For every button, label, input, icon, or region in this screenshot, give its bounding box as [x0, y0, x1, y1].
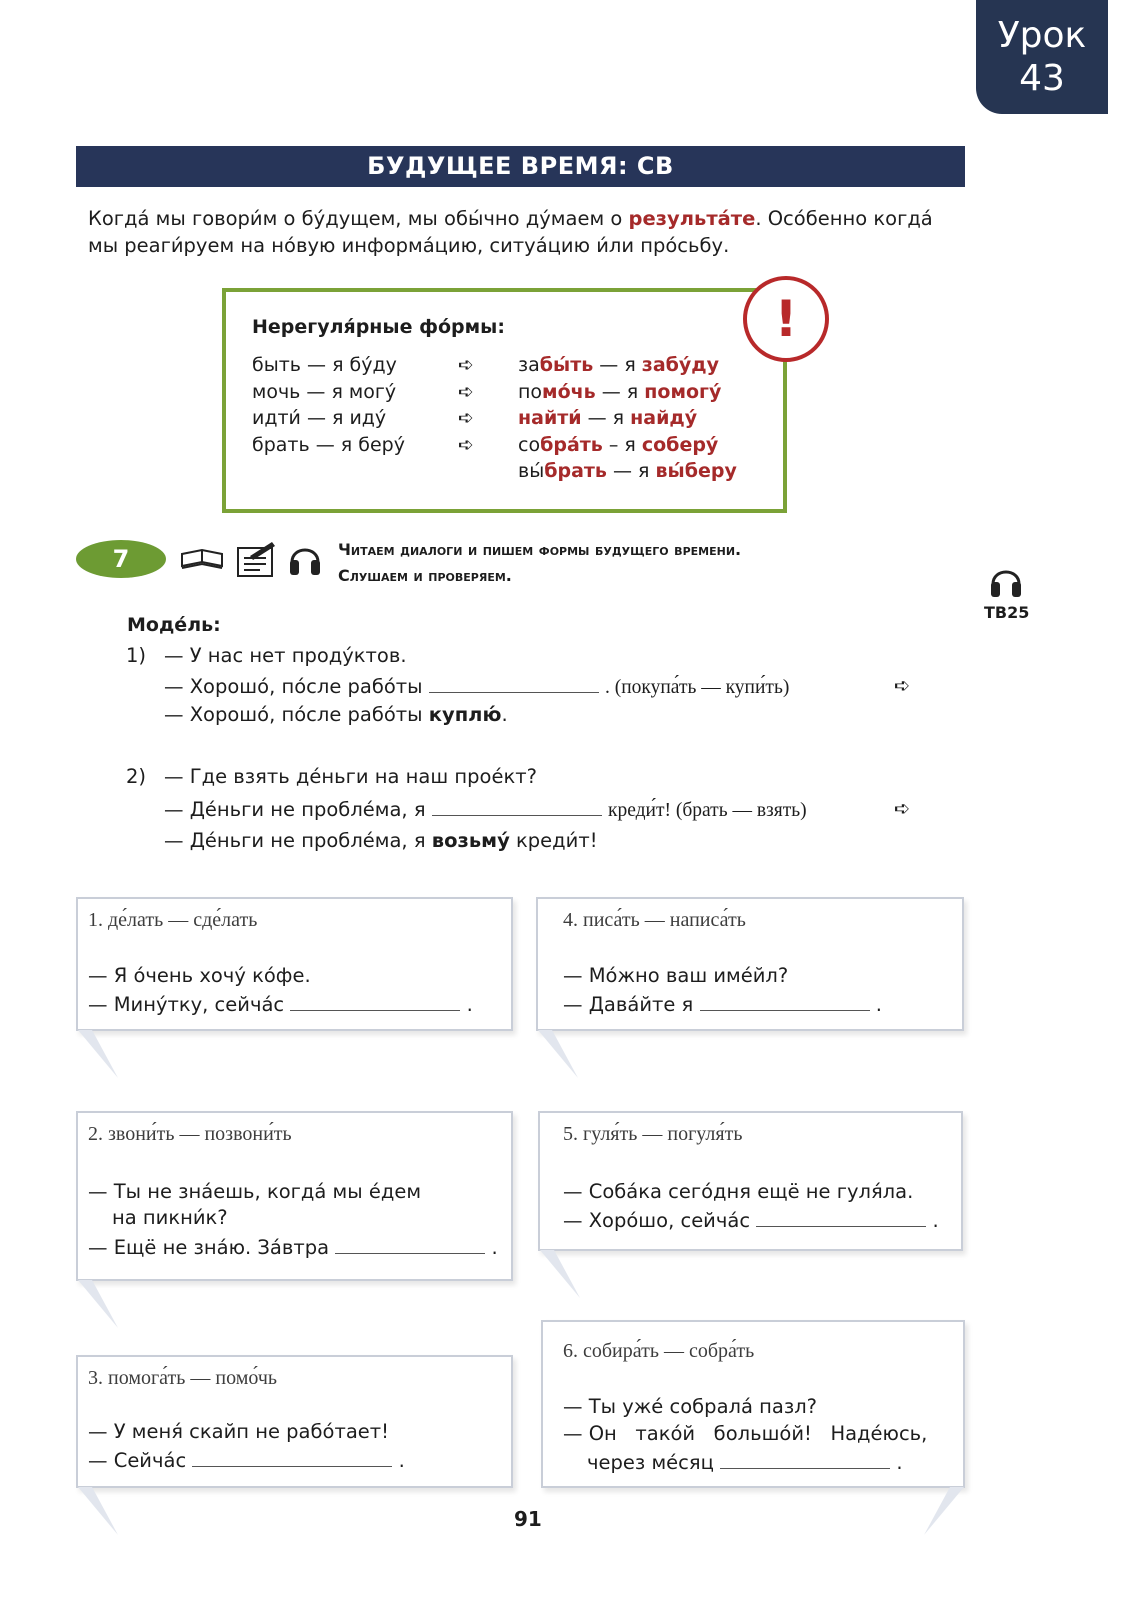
- intro-part1: Когда́ мы говори́м о бу́дущем, мы обы́чно ду́маем о: [88, 207, 629, 230]
- exercise-instruction: [338, 537, 741, 589]
- card-line: — У меня́ скайп не рабо́тает!: [88, 1420, 389, 1443]
- model-2-answer: — Де́ньги не пробле́ма, я возьму́ креди́т!: [164, 829, 598, 852]
- irregular-left-item: мочь — я могу́: [252, 380, 397, 403]
- page-number: 91: [514, 1507, 542, 1531]
- card-fold-decoration: [540, 1250, 584, 1300]
- irregular-left-item: идти́ — я иду́: [252, 407, 387, 429]
- model-1-prompt: — Хорошо́, по́сле рабо́ты . (покупа́ть — купи́ть): [164, 675, 790, 698]
- audio-track-label: TB25: [984, 603, 1030, 622]
- irregular-forms-box: [222, 288, 787, 513]
- model-1-question: — У нас нет проду́ктов.: [164, 644, 407, 667]
- headphones-icon: [288, 540, 322, 578]
- card-line: — Я о́чень хочу́ ко́фе.: [88, 964, 311, 987]
- arrow-icon: ➪: [458, 380, 474, 403]
- exercise-card-5: [538, 1111, 963, 1251]
- card-line: — Сейча́с .: [88, 1449, 405, 1472]
- model-1-number: 1): [126, 644, 147, 667]
- answer-blank[interactable]: [700, 992, 870, 1011]
- arrow-icon: ➪: [458, 433, 474, 456]
- answer-blank[interactable]: [335, 1235, 485, 1254]
- audio-track-headphones-icon: [988, 562, 1024, 600]
- model-2-prompt: — Де́ньги не пробле́ма, я креди́т! (брать — взять): [164, 798, 807, 821]
- exercise-card-4: [536, 897, 964, 1031]
- irregular-right-item: забы́ть — я забу́ду: [518, 354, 720, 376]
- intro-part2: . Осо́бенно когда́ мы реаги́руем на но́вую информа́цию, ситуа́цию и́ли про́сьбу.: [88, 207, 933, 257]
- irregular-left-item: брать — я беру́: [252, 433, 405, 456]
- exercise-card-2: [76, 1111, 513, 1281]
- exclamation-icon: !: [743, 276, 829, 362]
- lesson-tab: [976, 0, 1108, 114]
- card-title: 5. гуля́ть — погуля́ть: [563, 1123, 743, 1145]
- irregular-forms-title: Нерегуля́рные фо́рмы:: [252, 316, 505, 338]
- card-line: — Хоро́шо, сейча́с .: [563, 1209, 939, 1232]
- model-title: Моде́ль:: [127, 614, 221, 636]
- card-title: 2. звони́ть — позвони́ть: [88, 1123, 292, 1145]
- intro-accent: результа́те: [628, 207, 756, 230]
- exercise-card-6: [541, 1320, 965, 1488]
- answer-blank[interactable]: [756, 1208, 926, 1227]
- card-line: — Соба́ка сего́дня ещё не гуля́ла.: [563, 1180, 914, 1203]
- book-icon: [180, 546, 224, 572]
- card-title: 4. писа́ть — написа́ть: [563, 909, 746, 931]
- card-fold-decoration: [78, 1487, 122, 1537]
- card-title: 6. собира́ть — собра́ть: [563, 1340, 755, 1362]
- card-title: 3. помога́ть — помо́чь: [88, 1367, 278, 1389]
- arrow-icon: ➪: [458, 354, 474, 376]
- card-fold-decoration: [538, 1030, 582, 1080]
- answer-blank[interactable]: [192, 1448, 392, 1467]
- intro-paragraph: [88, 205, 968, 259]
- card-line: — Ещё не зна́ю. За́втра .: [88, 1236, 498, 1259]
- model-1-answer: — Хорошо́, по́сле рабо́ты куплю́.: [164, 703, 508, 726]
- model-2-number: 2): [126, 765, 147, 788]
- irregular-arrows: [458, 352, 474, 458]
- irregular-right-item: вы́брать — я вы́беру: [518, 460, 737, 482]
- card-title: 1. де́лать — сде́лать: [88, 909, 258, 931]
- card-fold-decoration: [920, 1487, 964, 1537]
- card-fold-decoration: [78, 1030, 122, 1080]
- card-line: — Дава́йте я .: [563, 993, 882, 1016]
- card-line: — Мо́жно ваш име́йл?: [563, 964, 789, 987]
- card-line: на пикни́к?: [112, 1206, 228, 1229]
- irregular-right-item: помо́чь — я помогу́: [518, 380, 722, 403]
- section-title: БУДУЩЕЕ ВРЕМЯ: СВ: [76, 146, 965, 187]
- answer-blank[interactable]: [290, 992, 460, 1011]
- card-line: через ме́сяц .: [587, 1451, 903, 1474]
- irregular-right-column: [518, 352, 737, 485]
- exercise-instruction-line: Читаем диалоги и пишем формы будущего времени.: [338, 540, 742, 559]
- exercise-number-badge: 7: [76, 540, 166, 578]
- arrow-icon: ➪: [894, 674, 911, 697]
- lesson-word: Урок: [997, 15, 1087, 56]
- irregular-right-item: собра́ть – я соберу́: [518, 433, 719, 456]
- card-line: — Ты уже́ собрала́ пазл?: [563, 1395, 818, 1418]
- exercise-instruction-line: Слушаем и проверяем.: [338, 566, 512, 585]
- lesson-number: 43: [1019, 58, 1065, 99]
- arrow-icon: ➪: [894, 797, 911, 820]
- exercise-card-3: [76, 1355, 513, 1488]
- answer-blank[interactable]: [720, 1450, 890, 1469]
- answer-blank[interactable]: [432, 797, 602, 816]
- irregular-right-item: найти́ — я найду́: [518, 407, 698, 429]
- irregular-left-item: быть — я бу́ду: [252, 354, 397, 376]
- answer-blank[interactable]: [429, 674, 599, 693]
- model-2-question: — Где взять де́ньги на наш прое́кт?: [164, 765, 537, 788]
- card-line: — Мину́тку, сейча́с .: [88, 993, 473, 1016]
- exercise-card-1: [76, 897, 513, 1031]
- writing-icon: [236, 540, 276, 578]
- card-line: — Ты не зна́ешь, когда́ мы е́дем: [88, 1180, 422, 1203]
- card-line: — Он тако́й большо́й! Наде́юсь,: [563, 1422, 928, 1445]
- card-fold-decoration: [78, 1280, 122, 1330]
- irregular-left-column: [252, 352, 405, 458]
- arrow-icon: ➪: [458, 407, 474, 429]
